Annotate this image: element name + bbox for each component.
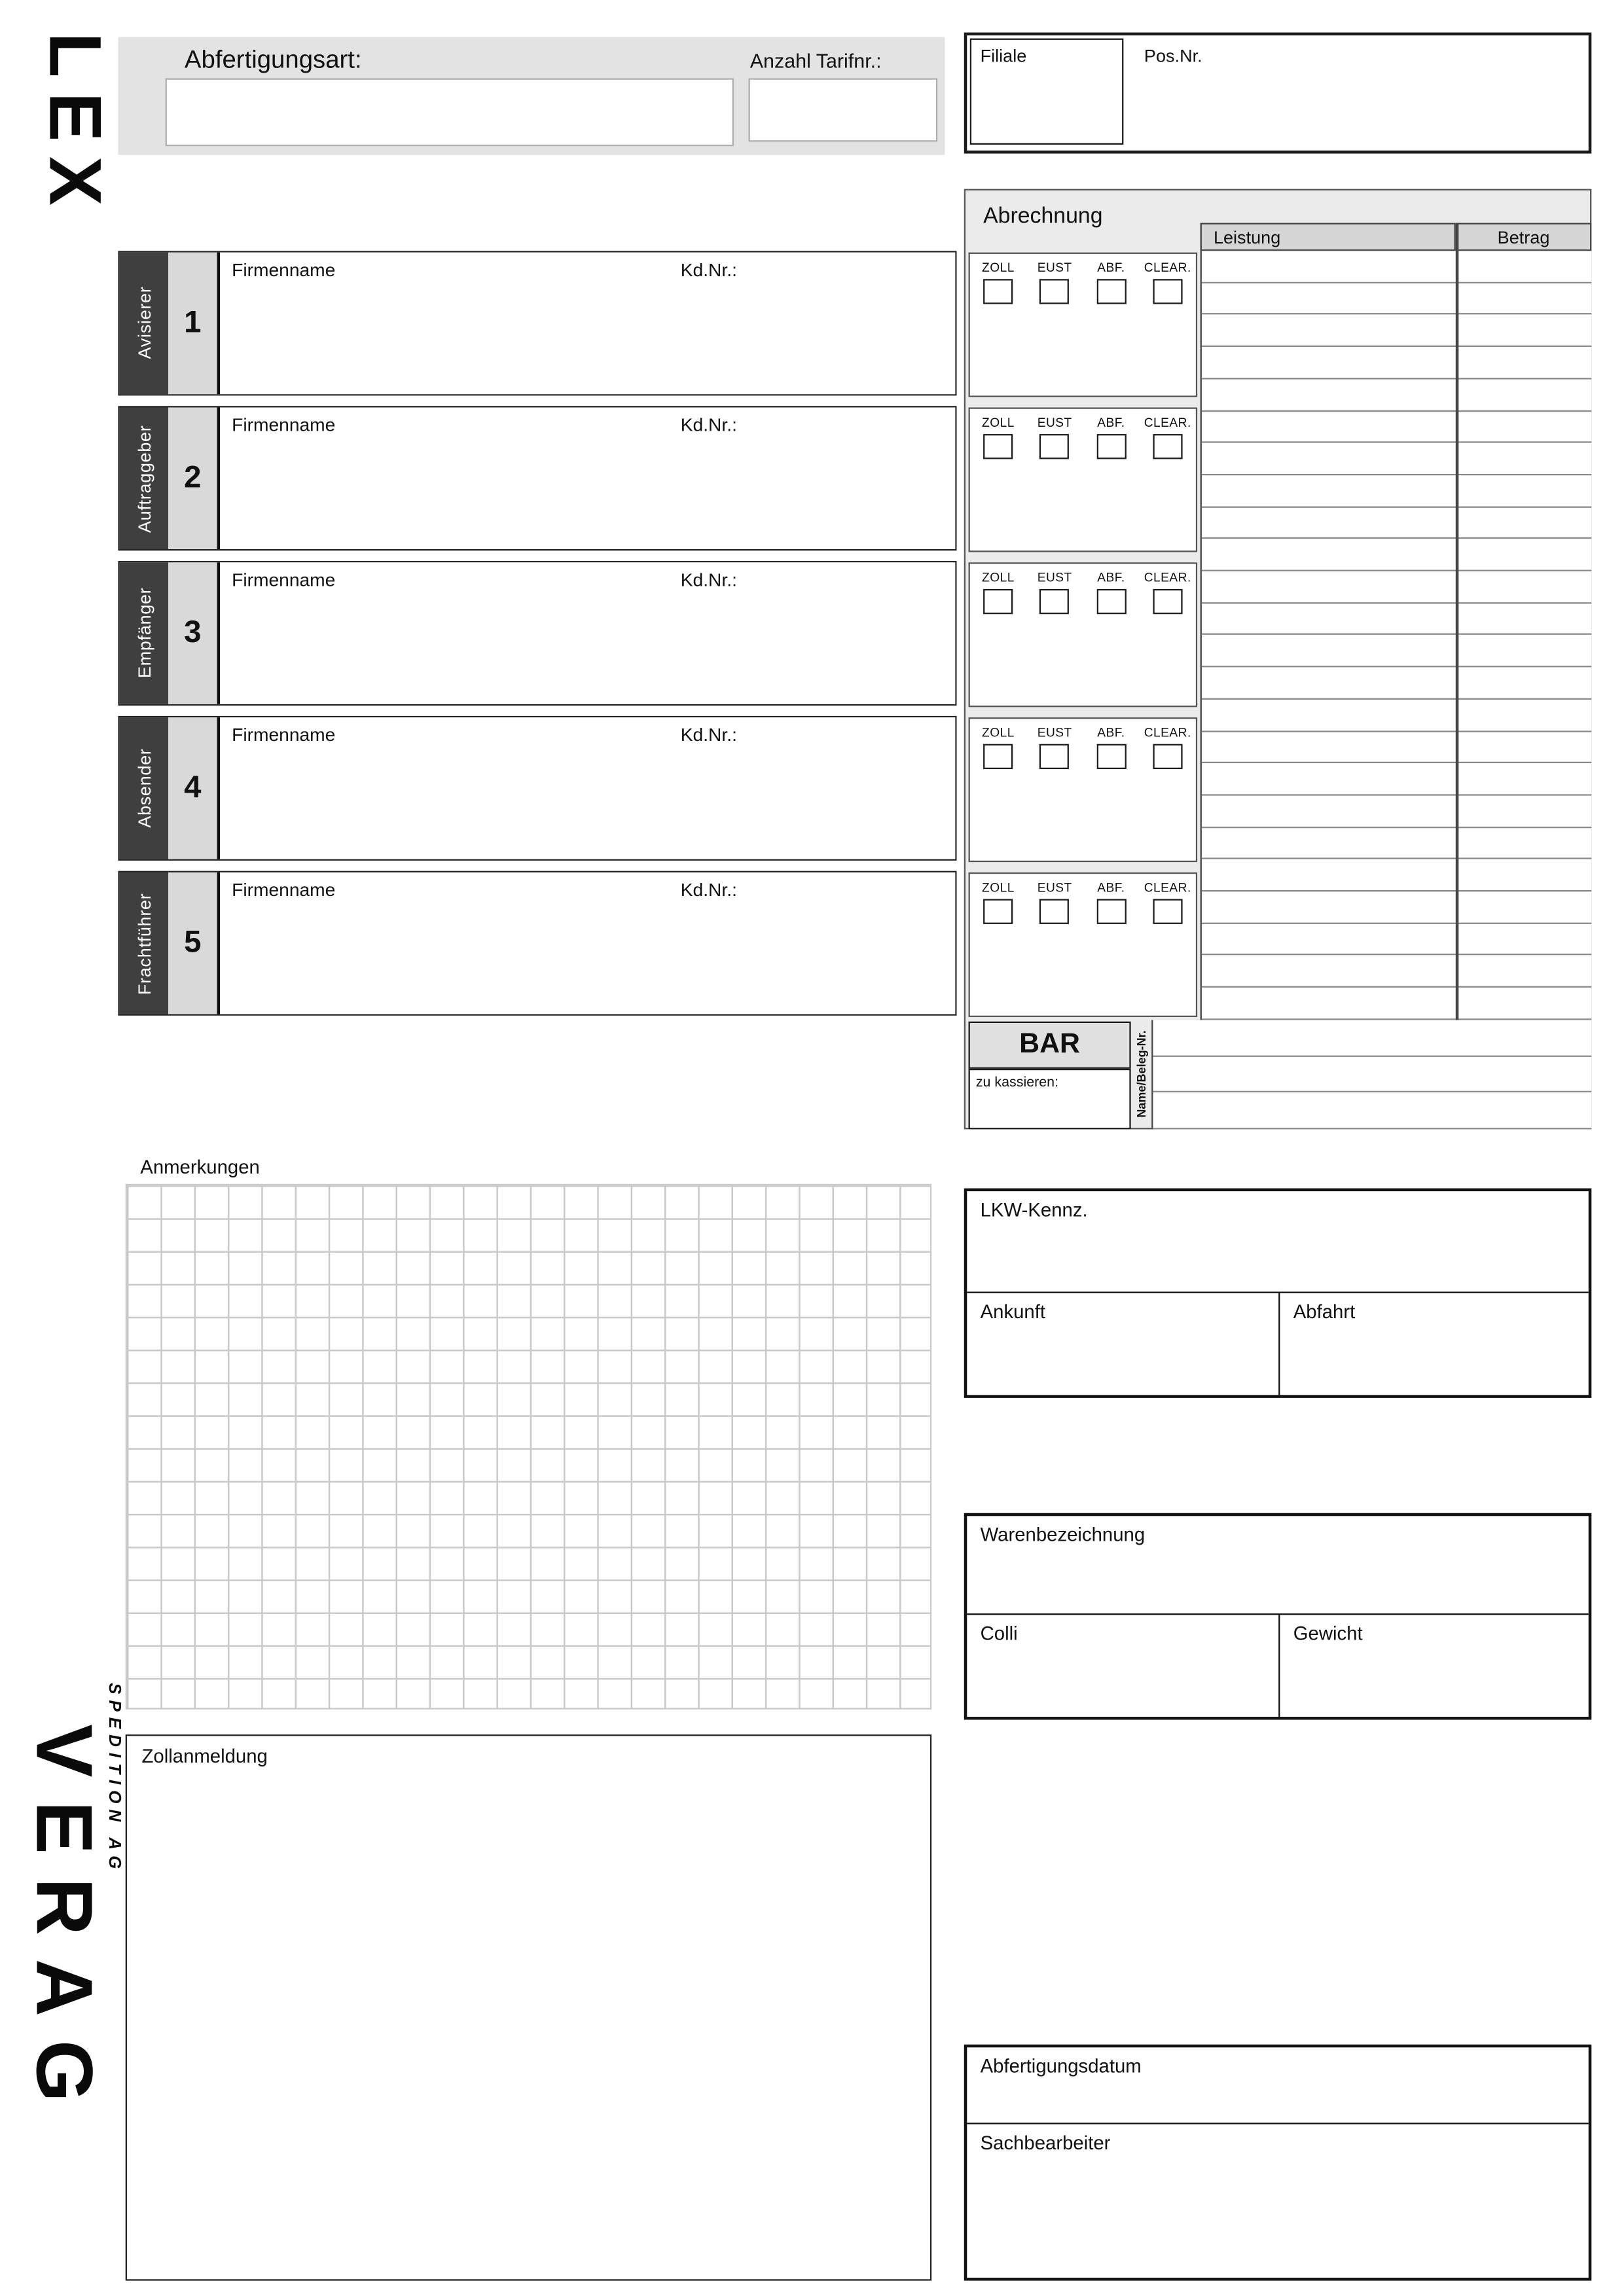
billing-row[interactable] (1202, 347, 1591, 379)
checkbox-col (1140, 719, 1196, 861)
lkw-kennz-label: LKW-Kennz. (980, 1198, 1088, 1221)
billing-row[interactable] (1202, 539, 1591, 571)
checkbox-col (970, 254, 1026, 396)
checkbox-col (1026, 409, 1083, 551)
sachbearbeiter-label: Sachbearbeiter (980, 2131, 1111, 2154)
abfahrt-field[interactable] (1280, 1293, 1588, 1395)
checkbox-panel-1 (969, 253, 1198, 397)
ware-subrow (967, 1613, 1589, 1717)
zoll-checkbox[interactable] (983, 279, 1013, 304)
party-number: 2 (168, 407, 220, 549)
eust-label: EUST (1037, 259, 1072, 275)
clear-label: CLEAR. (1144, 725, 1191, 740)
lex-logo: LEX (33, 32, 117, 221)
firmenname-label: Firmenname (232, 259, 336, 281)
leistung-column-header: Leistung (1200, 223, 1456, 251)
party-role-bar (120, 253, 168, 395)
colli-label: Colli (980, 1622, 1018, 1645)
spedition-ag-label: SPEDITION AG (105, 1683, 123, 1875)
zoll-label: ZOLL (982, 414, 1015, 430)
abfahrt-label: Abfahrt (1293, 1300, 1356, 1323)
party-number: 3 (168, 562, 220, 704)
billing-row[interactable] (1202, 571, 1591, 603)
checkbox-col (1083, 254, 1139, 396)
party-block-auftraggeber (118, 406, 956, 550)
party-block-absender (118, 716, 956, 861)
anmerkungen-label: Anmerkungen (140, 1155, 260, 1178)
lkw-box[interactable] (964, 1189, 1592, 1398)
kdnr-label: Kd.Nr.: (680, 725, 737, 745)
eust-checkbox[interactable] (1040, 744, 1070, 769)
eust-label: EUST (1037, 414, 1072, 430)
checkbox-col (1026, 254, 1083, 396)
party-number: 4 (168, 717, 220, 859)
checkbox-col (1140, 564, 1196, 706)
checkbox-col (1026, 719, 1083, 861)
party-number: 1 (168, 253, 220, 395)
billing-row[interactable] (1202, 443, 1591, 475)
party-role-label: Empfänger (134, 588, 154, 679)
zoll-checkbox[interactable] (983, 744, 1013, 769)
kdnr-label: Kd.Nr.: (680, 880, 737, 901)
zoll-checkbox[interactable] (983, 434, 1013, 459)
bar-row[interactable] (1153, 1020, 1591, 1056)
abfertigungsdatum-label: Abfertigungsdatum (980, 2054, 1142, 2077)
bar-row[interactable] (1153, 1093, 1591, 1130)
party-number: 5 (168, 872, 220, 1014)
abf-label: ABF. (1097, 569, 1125, 585)
billing-row[interactable] (1202, 700, 1591, 732)
checkbox-col (1140, 254, 1196, 396)
warenbezeichnung-box[interactable] (964, 1513, 1592, 1720)
party-role-bar (120, 872, 168, 1014)
zoll-checkbox[interactable] (983, 589, 1013, 614)
billing-row[interactable] (1202, 411, 1591, 443)
party-role-label: Avisierer (134, 287, 154, 360)
betrag-column-header: Betrag (1456, 223, 1591, 251)
kdnr-label: Kd.Nr.: (680, 259, 737, 281)
zoll-checkbox[interactable] (983, 899, 1013, 924)
billing-row[interactable] (1202, 636, 1591, 668)
name-beleg-strip (1131, 1020, 1153, 1129)
warenbezeichnung-label: Warenbezeichnung (980, 1523, 1146, 1546)
name-beleg-label: Name/Beleg-Nr. (1134, 1031, 1148, 1119)
billing-row[interactable] (1202, 475, 1591, 507)
checkbox-col (1140, 409, 1196, 551)
checkbox-panel-5 (969, 872, 1198, 1017)
clear-label: CLEAR. (1144, 569, 1191, 585)
betrag-column-divider (1456, 223, 1458, 1130)
zollanmeldung-label: Zollanmeldung (141, 1744, 268, 1767)
clear-label: CLEAR. (1144, 414, 1191, 430)
abschluss-box (964, 2045, 1592, 2281)
zoll-label: ZOLL (982, 569, 1015, 585)
clear-checkbox[interactable] (1153, 434, 1182, 459)
abfertigungsart-input[interactable] (166, 79, 734, 147)
bar-title: BAR (969, 1022, 1131, 1069)
firmenname-label: Firmenname (232, 569, 336, 591)
billing-row[interactable] (1202, 507, 1591, 539)
party-role-bar (120, 407, 168, 549)
party-company-field[interactable] (220, 407, 955, 549)
party-block-frachtfuehrer (118, 871, 956, 1016)
zollanmeldung-box[interactable] (126, 1734, 931, 2280)
billing-row[interactable] (1202, 828, 1591, 860)
billing-row[interactable] (1202, 924, 1591, 956)
billing-row[interactable] (1202, 796, 1591, 828)
checkbox-panel-4 (969, 717, 1198, 862)
abfertigungsart-label: Abfertigungsart: (184, 45, 362, 74)
party-role-label: Frachtführer (134, 892, 154, 994)
bar-row[interactable] (1153, 1056, 1591, 1093)
firmenname-label: Firmenname (232, 880, 336, 901)
checkbox-col (970, 409, 1026, 551)
party-company-field[interactable] (220, 562, 955, 704)
billing-row[interactable] (1202, 603, 1591, 636)
party-role-label: Auftraggeber (134, 424, 154, 533)
eust-label: EUST (1037, 725, 1072, 740)
checkbox-col (970, 874, 1026, 1016)
party-role-bar (120, 717, 168, 859)
sachbearbeiter-field[interactable] (967, 2125, 1589, 2278)
billing-row[interactable] (1202, 251, 1591, 283)
checkbox-col (1026, 874, 1083, 1016)
checkbox-col (970, 564, 1026, 706)
ankunft-label: Ankunft (980, 1300, 1046, 1323)
abf-checkbox[interactable] (1096, 434, 1126, 459)
billing-row[interactable] (1202, 283, 1591, 315)
gewicht-label: Gewicht (1293, 1622, 1363, 1645)
abf-checkbox[interactable] (1096, 899, 1126, 924)
firmenname-label: Firmenname (232, 414, 336, 436)
zu-kassieren-field[interactable] (969, 1069, 1131, 1129)
abf-label: ABF. (1097, 414, 1125, 430)
billing-row[interactable] (1202, 859, 1591, 891)
anzahl-tarifnr-input[interactable] (748, 79, 937, 142)
ankunft-field[interactable] (967, 1293, 1280, 1395)
clear-checkbox[interactable] (1153, 589, 1182, 614)
eust-checkbox[interactable] (1040, 899, 1070, 924)
lkw-subrow (967, 1291, 1589, 1395)
abf-label: ABF. (1097, 725, 1125, 740)
kdnr-label: Kd.Nr.: (680, 414, 737, 436)
abrechnung-section (964, 189, 1592, 1130)
billing-row[interactable] (1202, 668, 1591, 700)
filiale-label: Filiale (980, 45, 1027, 67)
party-role-label: Absender (134, 748, 154, 829)
filiale-posnr-box (964, 33, 1592, 154)
bar-rows (1153, 1020, 1591, 1129)
billing-row[interactable] (1202, 315, 1591, 347)
billing-row[interactable] (1202, 891, 1591, 924)
eust-checkbox[interactable] (1040, 434, 1070, 459)
abf-label: ABF. (1097, 880, 1125, 895)
checkbox-panel-3 (969, 562, 1198, 707)
checkbox-col (1026, 564, 1083, 706)
billing-rows (1200, 251, 1592, 1020)
clear-label: CLEAR. (1144, 880, 1191, 895)
abf-checkbox[interactable] (1096, 744, 1126, 769)
billing-row[interactable] (1202, 956, 1591, 988)
eust-checkbox[interactable] (1040, 279, 1070, 304)
anmerkungen-grid[interactable] (126, 1184, 931, 1710)
kdnr-label: Kd.Nr.: (680, 569, 737, 591)
zu-kassieren-label: zu kassieren: (975, 1074, 1059, 1091)
party-company-field[interactable] (220, 717, 955, 859)
billing-row[interactable] (1202, 764, 1591, 796)
abf-label: ABF. (1097, 259, 1125, 275)
abf-checkbox[interactable] (1096, 589, 1126, 614)
billing-row[interactable] (1202, 732, 1591, 764)
colli-field[interactable] (967, 1615, 1280, 1717)
posnr-field[interactable] (1129, 35, 1588, 151)
party-role-bar (120, 562, 168, 704)
clear-label: CLEAR. (1144, 259, 1191, 275)
header-panel (118, 37, 945, 154)
checkbox-col (1083, 874, 1139, 1016)
verag-logo: VERAG (19, 1724, 108, 2126)
checkbox-panel-2 (969, 407, 1198, 552)
abrechnung-title: Abrechnung (983, 204, 1103, 229)
anzahl-tarifnr-label: Anzahl Tarifnr.: (749, 50, 882, 73)
clear-checkbox[interactable] (1153, 899, 1182, 924)
eust-checkbox[interactable] (1040, 589, 1070, 614)
eust-label: EUST (1037, 880, 1072, 895)
checkbox-col (1083, 409, 1139, 551)
zoll-label: ZOLL (982, 725, 1015, 740)
checkbox-col (1140, 874, 1196, 1016)
filiale-field[interactable] (970, 39, 1124, 145)
eust-label: EUST (1037, 569, 1072, 585)
abfertigungsdatum-field[interactable] (967, 2047, 1589, 2124)
posnr-label: Pos.Nr. (1144, 45, 1202, 67)
party-block-avisierer (118, 251, 956, 395)
firmenname-label: Firmenname (232, 725, 336, 745)
party-company-field[interactable] (220, 872, 955, 1014)
checkbox-col (1083, 719, 1139, 861)
abf-checkbox[interactable] (1096, 279, 1126, 304)
gewicht-field[interactable] (1280, 1615, 1588, 1717)
clear-checkbox[interactable] (1153, 279, 1182, 304)
zoll-label: ZOLL (982, 259, 1015, 275)
checkbox-col (1083, 564, 1139, 706)
billing-row[interactable] (1202, 988, 1591, 1020)
clear-checkbox[interactable] (1153, 744, 1182, 769)
billing-row[interactable] (1202, 379, 1591, 411)
checkbox-col (970, 719, 1026, 861)
party-company-field[interactable] (220, 253, 955, 395)
party-block-empfaenger (118, 561, 956, 706)
zoll-label: ZOLL (982, 880, 1015, 895)
